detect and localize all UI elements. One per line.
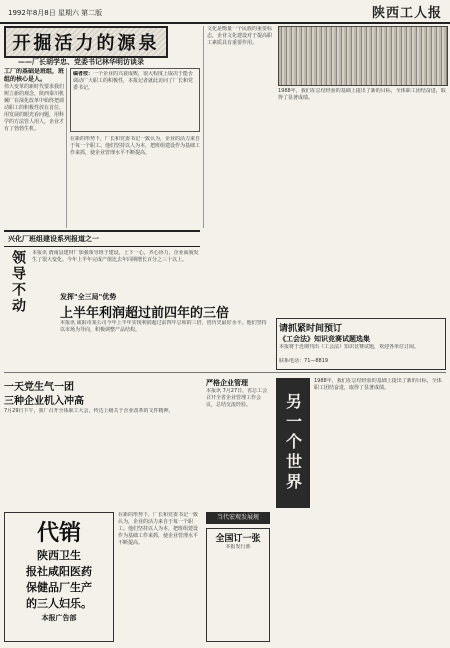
lead-left-column: [4, 68, 64, 228]
left-column-body: 本报讯 渭南县建材厂加强领导班子建设，上下一心，齐心协力，企业面貌发生了很大变化。今年上半年完成产值比去年同期增长百分之三十以上。: [32, 250, 199, 263]
masthead-bar: [0, 0, 450, 24]
ad-2-title: 当代宏观发展规: [206, 512, 270, 524]
ad-2-note: 本报发行部: [225, 544, 251, 550]
editor-note-text: 一个企业的兴衰成败，很大程度上取决于能否调动广大职工的积极性，本报记者就此访问了厂长和党委书记。: [73, 71, 194, 91]
center-story-body: 本报讯 咸阳市某公司今年上半年实现利润超过前四年总和的三倍，创历史最好水平。他们坚持以市场为导向，积极调整产品结构。: [60, 320, 267, 333]
issue-date: 1992年8月8日 星期六 第二版: [8, 9, 103, 17]
lead-body-mid: 在新的形势下，厂长和党委书记一致认为，企业的活力来自于每一个职工。他们坚持以人为本，把班组建设作为基础工作来抓，使企业管理水平不断提高。: [70, 136, 200, 156]
promo-title: 请抓紧时间预订: [279, 324, 343, 334]
bottom-head-1: 一天党生气一团: [4, 382, 74, 393]
ad-line-3: 保健品厂生产: [26, 581, 92, 594]
center-story-title: 上半年利润超过前四年的三倍: [60, 306, 230, 321]
right-upper-column: 文化是衡量一个民族的重要标志，企业文化建设对于提高职工素质具有重要作用。: [207, 26, 273, 46]
lead-kicker: 工厂的基础是班组，班组的核心是人。: [4, 68, 64, 83]
bottom-left-body: 7月29日下午，我厂召开全体职工大会，传达上级关于企业改革的文件精神。: [4, 408, 174, 414]
feature-body: 1988年，我们在总结经验的基础上提出了新的目标，全体职工团结奋进，取得了显著成绩。: [314, 378, 442, 391]
mid-strip-body: 本报讯 7月27日，省总工会召开全省企业管理工作会议，总结交流经验。: [206, 388, 268, 408]
lead-subtitle: ——厂长胡学忠、党委书记林华明访谈录: [18, 58, 144, 66]
promo-phone-label: 联系电话：: [279, 358, 305, 364]
ad-line-2: 报社咸阳医药: [26, 565, 92, 578]
lead-headline: 开掘活力的源泉: [12, 33, 160, 54]
promo-phone: 71—8819: [304, 358, 329, 364]
ad-headline: 代销: [36, 520, 81, 546]
advertisement-box: [4, 512, 114, 642]
news-photo: [278, 26, 448, 86]
editor-note-box: [70, 68, 200, 132]
ad-2-line: 全国订一张: [215, 534, 261, 544]
advertisement-box-2: [206, 528, 270, 642]
newspaper-masthead: 陕西工人报: [371, 6, 442, 21]
section-bar: [4, 230, 200, 247]
promo-body: 本报将于近期刊出《工会法》知识竞赛试题，欢迎各单位订阅。: [279, 344, 420, 350]
editor-note-label: 编者按：: [73, 71, 94, 77]
lead-body-left: 伟大变革的新时代要求我们树立新的观念，陕西秦川机械厂在深化改革中始终把调动职工的积极性放在首位，用发展的眼光看问题，用科学的方法管人用人，企业才有了勃勃生机。: [4, 84, 64, 132]
ad-line-1: 陕西卫生: [37, 549, 81, 562]
ad-line-5: 本报广告部: [41, 614, 77, 622]
section-bar-title: 兴化厂班组建设系列报道之一: [8, 235, 99, 243]
mid-strip-title: 严格企业管理: [206, 379, 248, 387]
promo-box: [276, 318, 446, 370]
lead-headline-box: [4, 26, 168, 58]
promo-subtitle: 《工会法》知识竞赛试题选集: [279, 335, 370, 343]
left-vertical-headline: 领导不动: [10, 250, 26, 314]
feature-title: 另一个世界: [276, 378, 310, 508]
bottom-head-2: 三种企业机入冲高: [4, 396, 84, 407]
center-story-kicker: 发挥"全三局"优势: [60, 293, 117, 301]
photo-caption-text: 1988年，我们在总结经验的基础上提出了新的目标，全体职工团结奋进，取得了显著成绩。: [278, 88, 446, 101]
bottom-mid-body: 在新的形势下，厂长和党委书记一致认为，企业的活力来自于每一个职工。他们坚持以人为本，把班组建设作为基础工作来抓，使企业管理水平不断提高。: [118, 512, 199, 546]
column-divider: [203, 26, 204, 228]
horizontal-divider: [4, 372, 446, 373]
column-divider: [66, 68, 67, 228]
ad-line-4: 的三人妇乐。: [26, 597, 92, 610]
